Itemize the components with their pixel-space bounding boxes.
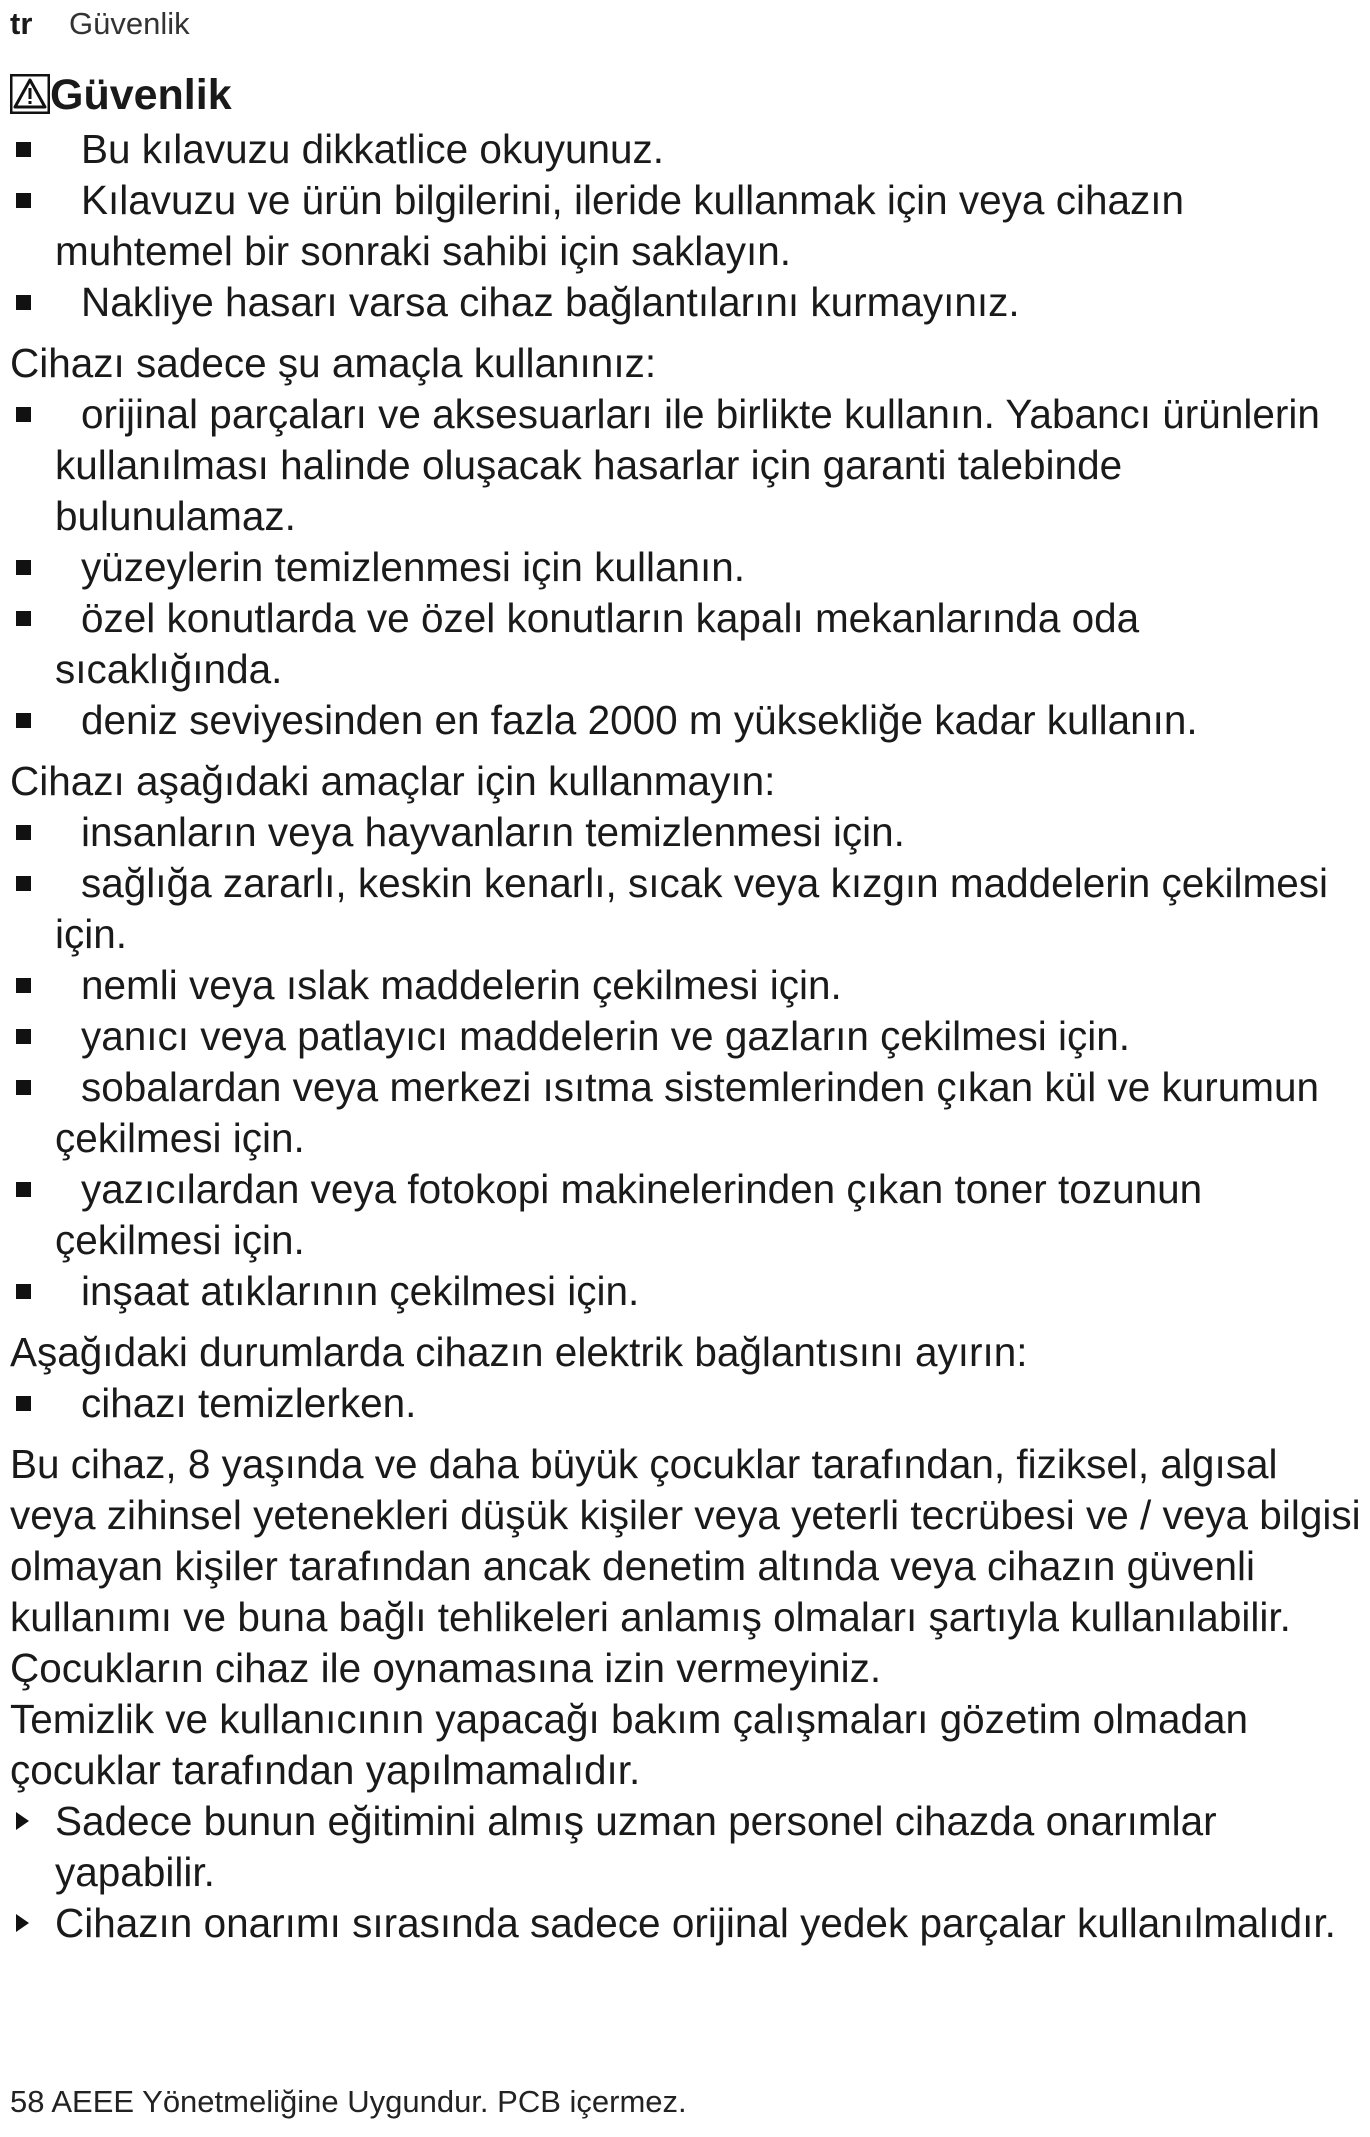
list-item: Nakliye hasarı varsa cihaz bağlantılarını kurmayınız.: [10, 277, 1365, 328]
list-item: yüzeylerin temizlenmesi için kullanın.: [10, 542, 1365, 593]
list-item: sağlığa zararlı, keskin kenarlı, sıcak veya kızgın maddelerin çekilmesi için.: [10, 858, 1365, 960]
general-safety-list: [10, 124, 1365, 328]
list-item: yazıcılardan veya fotokopi makinelerinden çıkan toner tozunun çekilmesi için.: [10, 1164, 1365, 1266]
page-title: [10, 68, 232, 122]
no-play-paragraph: Çocukların cihaz ile oynamasına izin vermeyiniz.: [10, 1645, 882, 1691]
list-item: nemli veya ıslak maddelerin çekilmesi için.: [10, 960, 1365, 1011]
page-footer: 58 AEEE Yönetmeliğine Uygundur. PCB içermez.: [10, 2084, 687, 2119]
arrow-right-icon: [16, 1812, 29, 1830]
intended-use-list: [10, 389, 1365, 746]
list-item: yanıcı veya patlayıcı maddelerin ve gazların çekilmesi için.: [10, 1011, 1365, 1062]
list-item: insanların veya hayvanların temizlenmesi için.: [10, 807, 1365, 858]
list-item: cihazı temizlerken.: [10, 1378, 1365, 1429]
step-item: Sadece bunun eğitimini almış uzman personel cihazda onarımlar yapabilir.: [10, 1796, 1365, 1898]
disconnect-intro: Aşağıdaki durumlarda cihazın elektrik bağlantısını ayırın:: [10, 1329, 1028, 1375]
list-item: inşaat atıklarının çekilmesi için.: [10, 1266, 1365, 1317]
arrow-right-icon: [16, 1914, 29, 1932]
intended-use-intro: Cihazı sadece şu amaçla kullanınız:: [10, 340, 657, 386]
step-item: Cihazın onarımı sırasında sadece orijinal yedek parçalar kullanılmalıdır.: [10, 1898, 1365, 1949]
list-item: deniz seviyesinden en fazla 2000 m yüksekliğe kadar kullanın.: [10, 695, 1365, 746]
list-item: özel konutlarda ve özel konutların kapalı mekanlarında oda sıcaklığında.: [10, 593, 1365, 695]
running-header-section: Güvenlik: [69, 6, 190, 41]
repair-steps: [10, 1796, 1365, 1949]
running-header: [10, 4, 190, 44]
content: [10, 124, 1365, 1949]
list-item: Kılavuzu ve ürün bilgilerini, ileride kullanmak için veya cihazın muhtemel bir sonraki sahibi için saklayın.: [10, 175, 1365, 277]
prohibited-use-intro: Cihazı aşağıdaki amaçlar için kullanmayın:: [10, 758, 776, 804]
language-code: tr: [10, 6, 33, 41]
disconnect-list: [10, 1378, 1365, 1429]
list-item: orijinal parçaları ve aksesuarları ile birlikte kullanın. Yabancı ürünlerin kullanılması halinde oluşacak hasarlar için garanti talebinde bulunulamaz.: [10, 389, 1365, 542]
cleaning-paragraph: Temizlik ve kullanıcının yapacağı bakım çalışmaları gözetim olmadan çocuklar tarafından yapılmamalıdır.: [10, 1696, 1249, 1793]
list-item: sobalardan veya merkezi ısıtma sistemlerinden çıkan kül ve kurumun çekilmesi için.: [10, 1062, 1365, 1164]
page-title-text: Güvenlik: [50, 71, 232, 119]
list-item: Bu kılavuzu dikkatlice okuyunuz.: [10, 124, 1365, 175]
children-paragraph: Bu cihaz, 8 yaşında ve daha büyük çocuklar tarafından, fiziksel, algısal veya zihinsel yetenekleri düşük kişiler veya yeterli tecrübesi ve / veya bilgisi olmayan kişiler tarafından ancak denetim altında veya cihazın güvenli kullanımı ve buna bağlı tehlikeleri anlamış olmaları şartıyla kullanılabilir.: [10, 1441, 1361, 1640]
warning-triangle-icon: [10, 73, 50, 113]
prohibited-use-list: [10, 807, 1365, 1317]
